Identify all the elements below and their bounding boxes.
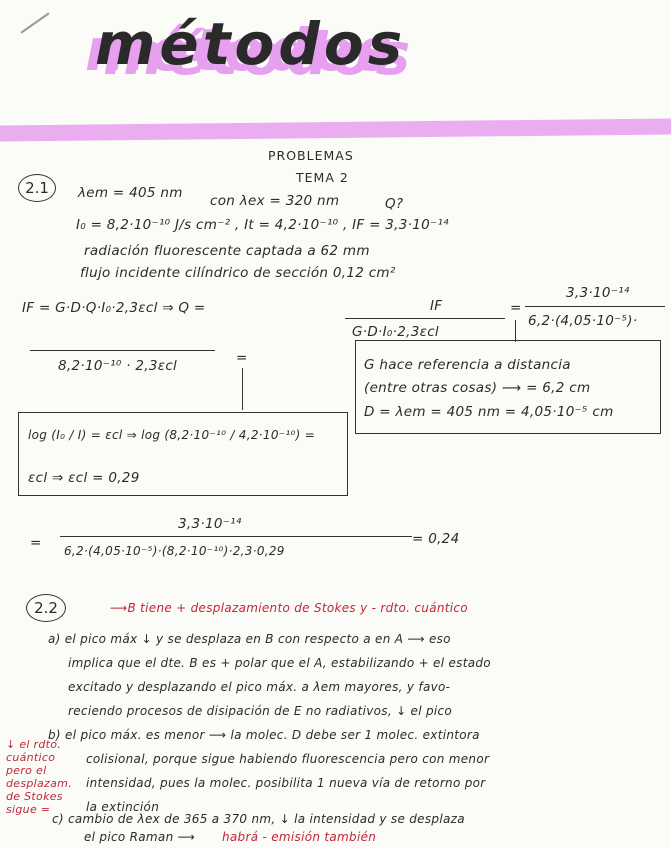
problems-heading: PROBLEMAS — [268, 148, 354, 163]
raman-note: habrá - emisión también — [222, 830, 377, 844]
result-denominator: 6,2·(4,05·10⁻⁵)· — [528, 313, 638, 329]
answer-b-line-4: la extinción — [86, 800, 160, 814]
answer-b-line-2: colisional, porque sigue habiendo fluorescencia pero con menor — [86, 752, 490, 766]
final-result: = 0,24 — [412, 531, 460, 547]
answer-c-line-2: el pico Raman ⟶ — [84, 830, 196, 844]
intensity-data: I₀ = 8,2·10⁻¹⁰ J/s cm⁻² , It = 4,2·10⁻¹⁰ , IF = 3,3·10⁻¹⁴ — [76, 217, 449, 233]
fraction-bar — [60, 536, 412, 537]
equation-q-denominator: G·D·I₀·2,3εcl — [352, 324, 439, 340]
topic-heading: TEMA 2 — [296, 170, 349, 185]
d-value: D = λem = 405 nm = 4,05·10⁻⁵ cm — [364, 404, 614, 420]
answer-c-line-1: c) cambio de λex de 365 a 370 nm, ↓ la intensidad y se desplaza — [52, 812, 465, 826]
problem-number-2-2: 2.2 — [26, 594, 66, 622]
answer-a-line-4: reciendo procesos de disipación de E no radiativos, ↓ el pico — [68, 704, 453, 718]
answer-a-line-3: excitado y desplazando el pico máx. a λem mayores, y favo- — [68, 680, 451, 694]
equals-sign: = — [510, 300, 522, 316]
equals-sign: = — [236, 350, 248, 366]
question-q: Q? — [385, 196, 404, 212]
equals-sign: = — [30, 535, 42, 551]
arrow-down — [515, 320, 516, 342]
fraction-bar — [30, 350, 215, 351]
flux-text: flujo incidente cilíndrico de sección 0,12 cm² — [80, 265, 396, 281]
arrow-down — [242, 368, 243, 410]
highlight-band — [0, 118, 671, 141]
ecl-result: εcl ⇒ εcl = 0,29 — [28, 470, 140, 486]
g-note: G hace referencia a distancia — [364, 357, 571, 373]
side-note: ↓ el rdto. cuántico pero el desplazam. de Stokes sigue = — [6, 738, 72, 816]
radiation-text: radiación fluorescente captada a 62 mm — [84, 243, 370, 259]
result-numerator: 3,3·10⁻¹⁴ — [566, 285, 630, 301]
equation-if: IF = G·D·Q·I₀·2,3εcl ⇒ Q = — [22, 300, 206, 316]
page-title: métodos — [95, 10, 407, 78]
equation-q-numerator: IF — [430, 298, 443, 314]
answer-a-line-1: a) el pico máx ↓ y se desplaza en B con respecto a en A ⟶ eso — [48, 632, 451, 646]
g-value: (entre otras cosas) ⟶ = 6,2 cm — [364, 380, 591, 396]
fraction-bar — [525, 306, 665, 307]
answer-a-line-2: implica que el dte. B es + polar que el A, estabilizando + el estado — [68, 656, 491, 670]
stokes-note: ⟶B tiene + desplazamiento de Stokes y - rdto. cuántico — [110, 601, 468, 615]
final-numerator: 3,3·10⁻¹⁴ — [178, 516, 242, 532]
pencil-mark — [21, 12, 50, 33]
final-denominator: 6,2·(4,05·10⁻⁵)·(8,2·10⁻¹⁰)·2,3·0,29 — [64, 544, 285, 558]
lambda-ex-given: con λex = 320 nm — [210, 193, 340, 209]
fraction-bar — [345, 318, 505, 319]
lambda-em-given: λem = 405 nm — [78, 185, 183, 201]
equation-2-denominator: 8,2·10⁻¹⁰ · 2,3εcl — [58, 358, 178, 374]
answer-b-line-3: intensidad, pues la molec. posibilita 1 nueva vía de retorno por — [86, 776, 486, 790]
answer-b-line-1: b) el pico máx. es menor ⟶ la molec. D debe ser 1 molec. extintora — [48, 728, 480, 742]
log-equation: log (I₀ / I) = εcl ⇒ log (8,2·10⁻¹⁰ / 4,2·10⁻¹⁰) = — [28, 428, 316, 442]
problem-number-2-1: 2.1 — [18, 174, 56, 202]
